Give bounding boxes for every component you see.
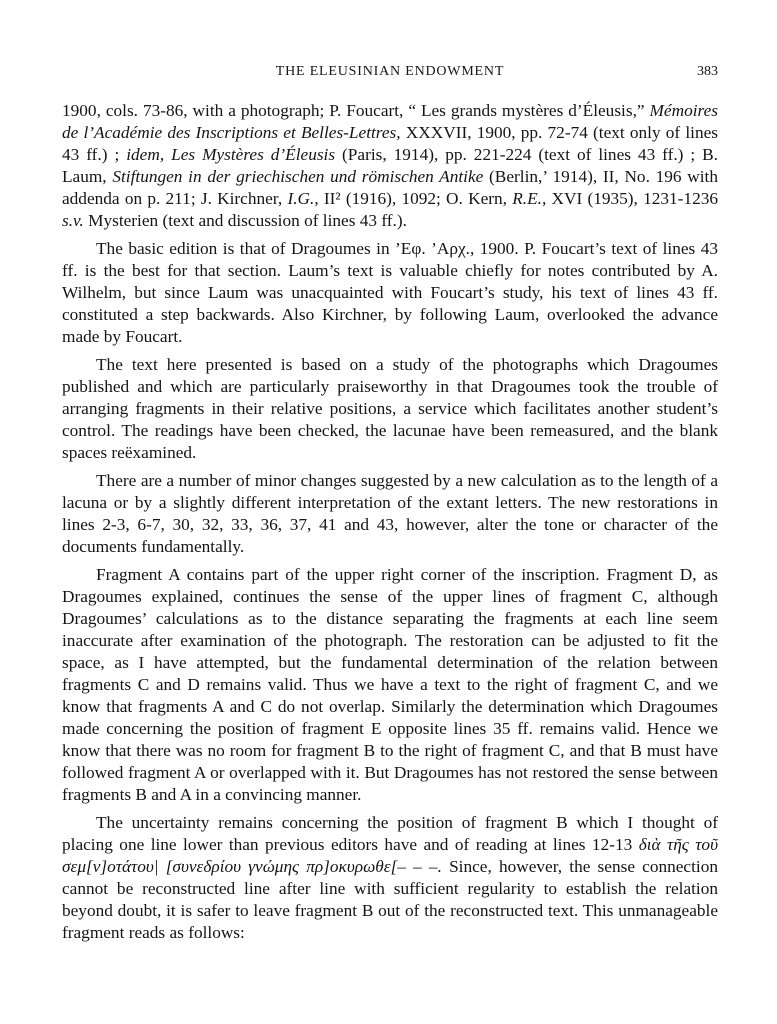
paragraph-fragment-a: Fragment A contains part of the upper right corner of the inscription. Fragment D, as Dragoumes explained, continues the sense of the upper lines of fragment C, although Dragoumes’ calculations as to the distance separating the fragments at each line seem inaccurate after examination of the photograph. The restoration can be adjusted to fit the space, as I have attempted, but the fundamental determination of the relation between fragments C and D remains valid. Thus we have a text to the right of fragment C, and we know that fragments A and C do not overlap. Similarly the determination which Dragoumes made concerning the position of fragment E opposite lines 35 ff. remains valid. Hence we know that there was no room for fragment B to the right of fragment C, and that B must have followed fragment A or overlapped with it. But Dragoumes has not restored the sense between fragments B and A in a convincing manner.	[62, 565, 718, 804]
book-title: Stiftungen in der griechischen und römischen Antike	[112, 167, 484, 186]
greek-quotation: διὰ τῆς τοῦ σεμ[ν]οτάτου| [συνεδρίου γνώμης πρ]οκυρωθε[– – –.	[62, 835, 719, 876]
text-run: Mysterien (text and discussion of lines 43 ff.).	[83, 211, 407, 230]
text-run: (Paris, 1914), pp. 221-224 (text of lines 43 ff.) ; B. Laum,	[62, 145, 719, 186]
body-text	[62, 100, 718, 950]
text-run: XXXVII, 1900, pp. 72-74 (text only of lines 43 ff.) ;	[62, 123, 718, 164]
text-run: The uncertainty remains concerning the position of fragment B which I thought of placing one line lower than previous editors have and of reading at lines 12-13	[62, 813, 718, 854]
paragraph-basic-edition: The basic edition is that of Dragoumes in ’Εφ. ’Αρχ., 1900. P. Foucart’s text of lines 43 ff. is the best for that section. Laum’s text is valuable chiefly for notes contributed by A. Wilhelm, but since Laum was unacquainted with Foucart’s study, his text of lines 43 ff. constituted a step backwards. Also Kirchner, by following Laum, overlooked the advance made by Foucart.	[62, 239, 718, 346]
text-run: XVI (1935), 1231-1236	[546, 189, 718, 208]
abbreviation: I.G.,	[287, 189, 319, 208]
book-title: idem, Les Mystères d’Éleusis	[126, 145, 336, 164]
abbreviation: R.E.,	[512, 189, 547, 208]
page-number: 383	[697, 64, 718, 79]
abbreviation: s.v.	[62, 211, 84, 230]
bibliography-paragraph	[62, 100, 718, 232]
text-run: II² (1916), 1092; O. Kern,	[318, 189, 513, 208]
page-header	[62, 64, 718, 86]
paragraph-text-presented: The text here presented is based on a study of the photographs which Dragoumes published and which are particularly praiseworthy in that Dragoumes took the trouble of arranging fragments in their relative positions, a service which facilitates another student’s control. The readings have been checked, the lacunae have been remeasured, and the blank spaces reëxamined.	[62, 355, 718, 462]
running-title: THE ELEUSINIAN ENDOWMENT	[275, 64, 505, 79]
paragraph-fragment-b	[62, 812, 718, 944]
paragraph-minor-changes: There are a number of minor changes suggested by a new calculation as to the length of a lacuna or by a slightly different interpretation of the extant letters. The new restorations in lines 2-3, 6-7, 30, 32, 33, 36, 37, 41 and 43, however, alter the tone or character of the documents fundamentally.	[62, 471, 718, 556]
journal-title: Mémoires de l’Académie des Inscriptions et Belles-Lettres,	[62, 101, 718, 142]
text-run: Since, however, the sense connection cannot be reconstructed line after line with sufficient regularity to establish the relation beyond doubt, it is safer to leave fragment B out of the reconstructed text. This unmanageable fragment reads as follows:	[62, 857, 718, 942]
text-run: (Berlin,’ 1914), II, No. 196 with addenda on p. 211; J. Kirchner,	[62, 167, 718, 208]
text-run: 1900, cols. 73-86, with a photograph; P. Foucart, “ Les grands mystères d’Éleusis,”	[62, 101, 650, 120]
